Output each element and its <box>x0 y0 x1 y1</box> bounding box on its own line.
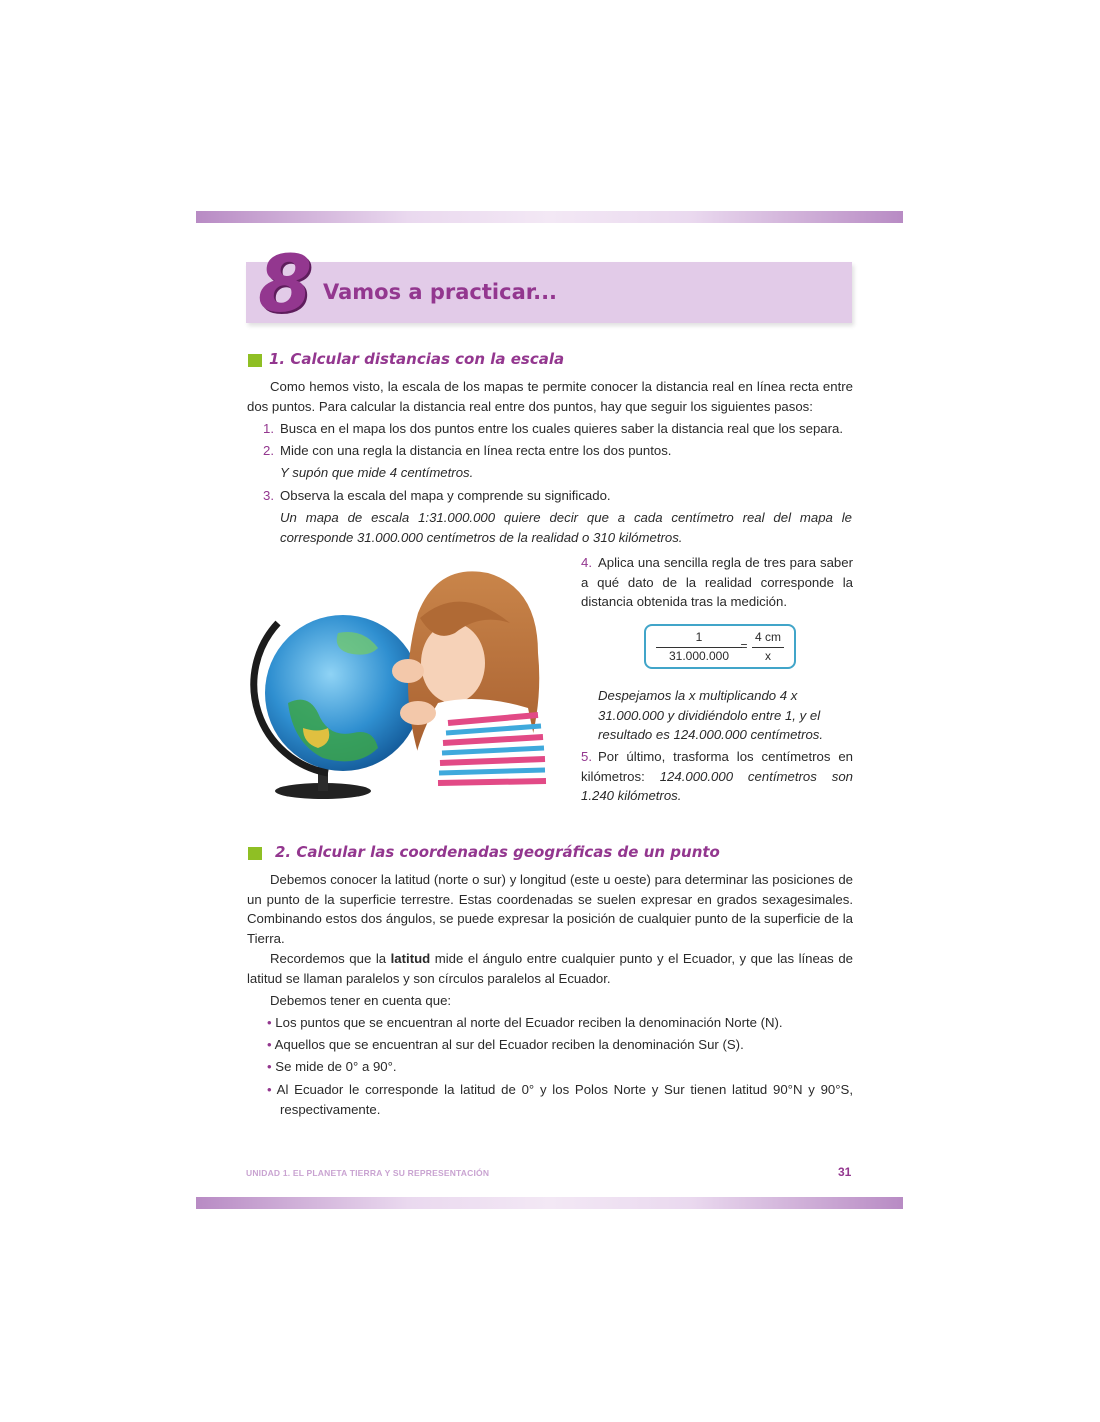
page-number: 31 <box>838 1165 852 1179</box>
section-number: 8 <box>258 240 313 330</box>
section1-intro: Como hemos visto, la escala de los mapas te permite conocer la distancia real en línea recta entre dos puntos. Para calcular la distancia real entre dos puntos, hay que seguir los siguientes pasos: <box>247 379 853 414</box>
bottom-decorative-band <box>196 1197 903 1209</box>
fraction-bar <box>752 647 784 648</box>
formula-denominator-left: 31.000.000 <box>668 649 730 663</box>
bullet-item: • Se mide de 0° a 90°. <box>267 1059 397 1074</box>
formula-numerator-left: 1 <box>695 630 703 644</box>
page-title: Vamos a practicar... <box>323 280 558 304</box>
bullet-item: • Al Ecuador le corresponde la latitud de 0° y los Polos Norte y Sur tienen latitud 90°N y 90°S, respectivamente. <box>267 1082 853 1117</box>
step-5: 5. Por último, trasforma los centímetros en kilómetros: 124.000.000 centímetros son 1.240 kilómetros. <box>581 749 853 803</box>
step-3-note: Un mapa de escala 1:31.000.000 quiere decir que a cada centímetro real del mapa le corresponde 31.000.000 centímetros de la realidad o 310 kilómetros. <box>280 510 852 545</box>
section2-paragraph-1: Debemos conocer la latitud (norte o sur) y longitud (este u oeste) para determinar las posiciones de un punto de la superficie terrestre. Estas coordenadas se suelen expresar en grados sexagesimales. Combinando estos dos ángulos, se puede expresar la posición de cualquier punto de la superficie de la Tierra. <box>247 872 853 946</box>
bullet-item: • Los puntos que se encuentran al norte del Ecuador reciben la denominación Norte (N). <box>267 1015 783 1030</box>
section1-title: 1. Calcular distancias con la escala <box>269 350 565 368</box>
girl-with-globe-photo <box>248 553 560 815</box>
formula-equals: = <box>740 639 748 653</box>
section2-paragraph-3: Debemos tener en cuenta que: <box>270 993 452 1008</box>
section2-title: 2. Calcular las coordenadas geográficas de un punto <box>275 843 720 861</box>
step-1: 1. Busca en el mapa los dos puntos entre los cuales quieres saber la distancia real que los separa. <box>263 421 843 436</box>
top-decorative-band <box>196 211 903 223</box>
green-square-icon <box>248 847 262 860</box>
step-4: 4. Aplica una sencilla regla de tres para saber a qué dato de la realidad corresponde la distancia obtenida tras la medición. <box>581 555 853 609</box>
bullet-item: • Aquellos que se encuentran al sur del Ecuador reciben la denominación Sur (S). <box>267 1037 744 1052</box>
section2-paragraph-2: Recordemos que la latitud mide el ángulo entre cualquier punto y el Ecuador, y que las líneas de latitud se llaman paralelos y son círculos paralelos al Ecuador. <box>247 951 853 986</box>
green-square-icon <box>248 354 262 367</box>
formula-explanation: Despejamos la x multiplicando 4 x 31.000.000 y dividiéndolo entre 1, y el resultado es 124.000.000 centímetros. <box>598 688 824 742</box>
footer-unit-title: UNIDAD 1. EL PLANETA TIERRA Y SU REPRESENTACIÓN <box>246 1168 490 1178</box>
formula-numerator-right: 4 cm <box>754 630 781 644</box>
step-2: 2. Mide con una regla la distancia en línea recta entre los dos puntos. <box>263 443 672 458</box>
rule-of-three-formula <box>644 624 796 669</box>
fraction-bar <box>656 647 742 648</box>
formula-denominator-right: x <box>765 649 771 663</box>
step-3: 3. Observa la escala del mapa y comprende su significado. <box>263 488 611 503</box>
step-2-note: Y supón que mide 4 centímetros. <box>280 465 474 480</box>
